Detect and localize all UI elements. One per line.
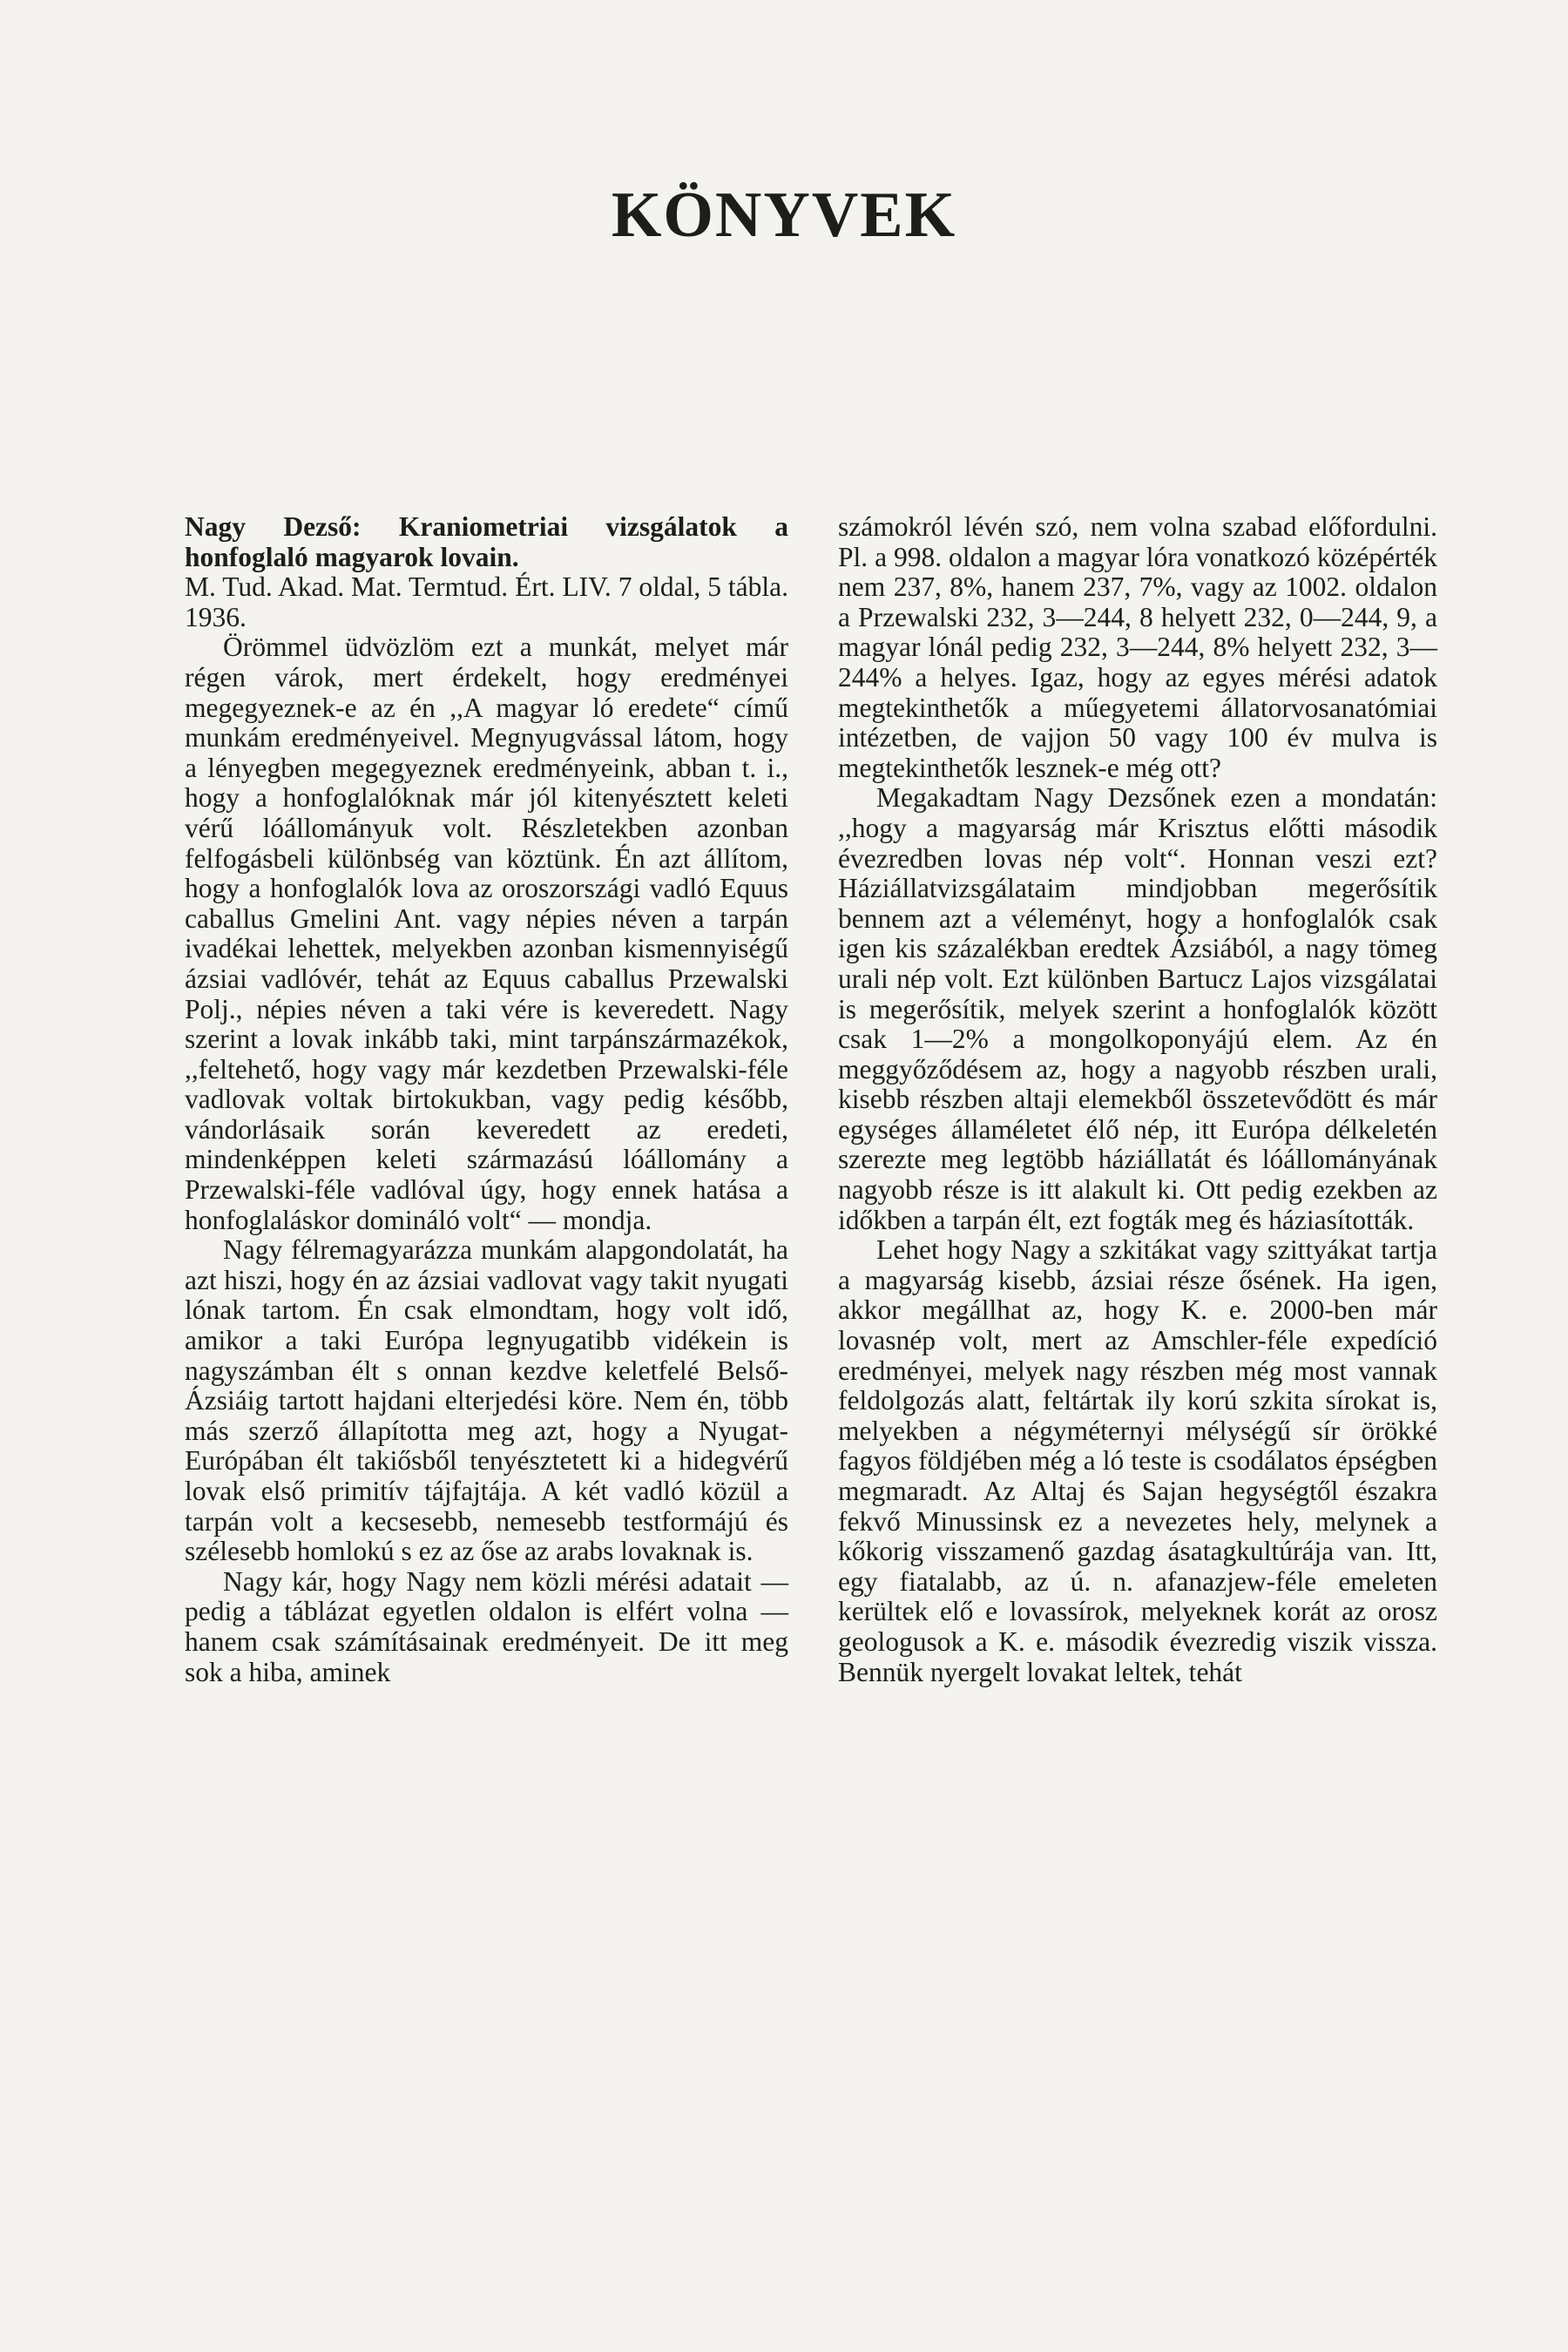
paragraph-continued: számokról lévén szó, nem volna szabad előfordulni. Pl. a 998. oldalon a magyar lóra vonatkozó középérték nem 237, 8%, hanem 237, 7%, vagy az 1002. oldalon a Przewalski 232, 3—244, 8 helyett 232, 0—244, 9, a magyar lónál pedig 232, 3—244, 8% helyett 232, 3—244% a helyes. Igaz, hogy az egyes mérési adatok megtekinthetők a műegyetemi állatorvosanatómiai intézetben, de vajjon 50 vagy 100 év mulva is megtekinthetők lesznek-e még ott? bbox=[838, 511, 1437, 783]
right-column bbox=[838, 512, 1437, 1687]
paragraph: Lehet hogy Nagy a szkitákat vagy szittyákat tartja a magyarság kisebb, ázsiai része ősének. Ha igen, akkor megállhat az, hogy K. e. 2000-ben már lovasnép volt, mert az Amschler-féle expedíció eredményei, melyek nagy részben még most vannak feldolgozás alatt, feltártak ily korú szkita sírokat is, melyekben a négyméternyi mélységű sír örökké fagyos földjében még a ló teste is csodálatos épségben megmaradt. Az Altaj és Sajan hegységtől északra fekvő Minussinsk ez a nevezetes hely, melynek a kőkorig visszamenő gazdag ásatagkultúrája van. Itt, egy fiatalabb, az ú. n. afanazjew-féle emeleten kerültek elő e lovassírok, melyeknek korát az orosz geologusok a K. e. második évezredig viszik vissza. Bennük nyergelt lovakat leltek, tehát bbox=[838, 1234, 1437, 1687]
paragraph: Örömmel üdvözlöm ezt a munkát, melyet már régen várok, mert érdekelt, hogy eredményei megegyeznek-e az én ,,A magyar ló eredete“ című munkám eredményeivel. Megnyugvással látom, hogy a lényegben megegyeznek eredményeink, abban t. i., hogy a honfoglalóknak már jól kitenyésztett keleti vérű lóállományuk volt. Részletekben azonban felfogásbeli különbség van köztünk. Én azt állítom, hogy a honfoglalók lova az oroszországi vadló Equus caballus Gmelini Ant. vagy népies néven a tarpán ivadékai lehettek, melyekben azonban kismennyiségű ázsiai vadlóvér, tehát az Equus caballus Przewalski Polj., népies néven a taki vére is keveredett. Nagy szerint a lovak inkább taki, mint tarpánszármazékok, ,,feltehető, hogy vagy már kezdetben Przewalski-féle vadlovak voltak birtokukban, vagy pedig később, vándorlásaik során keveredett az eredeti, mindenképpen keleti származású lóállomány a Przewalski-féle vadlóval úgy, hogy ennek hatása a honfoglaláskor domináló volt“ — mondja. bbox=[185, 632, 788, 1235]
left-column bbox=[185, 512, 788, 1687]
paragraph: Nagy félremagyarázza munkám alapgondolatát, ha azt hiszi, hogy én az ázsiai vadlovat vagy takit nyugati lónak tartom. Én csak elmondtam, hogy volt idő, amikor a taki Európa legnyugatibb vidékein is nagyszámban élt s onnan kezdve keletfelé Belső-Ázsiáig tartott hajdani elterjedési köre. Nem én, több más szerző állapította meg azt, hogy a Nyugat-Európában élt takiősből tenyésztetett ki a hidegvérű lovak első primitív tájfajtája. A két vadló közül a tarpán volt a kecsesebb, nemesebb testformájú és szélesebb homlokú s ez az őse az arabs lovaknak is. bbox=[185, 1234, 788, 1567]
show-through-left bbox=[185, 292, 777, 457]
review-heading: Nagy Dezső: Kraniometriai vizsgálatok a honfoglaló magyarok lovain. bbox=[185, 511, 788, 572]
page-title: KÖNYVEK bbox=[611, 179, 957, 251]
review-citation: M. Tud. Akad. Mat. Termtud. Ért. LIV. 7 oldal, 5 tábla. 1936. bbox=[185, 571, 788, 632]
paragraph: Megakadtam Nagy Dezsőnek ezen a mondatán: ,,hogy a magyarság már Krisztus előtti második évezredben lovas nép volt“. Honnan veszi ezt? Háziállatvizsgálataim mindjobban megerősítik bennem azt a véleményt, hogy a honfoglalók csak igen kis százalékban eredtek Ázsiából, a nagy tömeg urali nép volt. Ezt különben Bartucz Lajos vizsgálatai is megerősítik, melyek szerint a honfoglalók között csak 1—2% a mongolkoponyájú elem. Az én meggyőződésem az, hogy a nagyobb részben urali, kisebb részben altaji elemekből összetevődött és már egységes államéletet élő nép, itt Európa délkeletén szerezte meg legtöbb háziállatát és lóállományának nagyobb része is itt alakult ki. Ott pedig ezekben az időkben a tarpán élt, ezt fogták meg és háziasították. bbox=[838, 782, 1437, 1235]
show-through-right bbox=[838, 292, 1437, 466]
paragraph: Nagy kár, hogy Nagy nem közli mérési adatait — pedig a táblázat egyetlen oldalon is elfért volna — hanem csak számításainak eredményeit. De itt meg sok a hiba, aminek bbox=[185, 1565, 788, 1687]
